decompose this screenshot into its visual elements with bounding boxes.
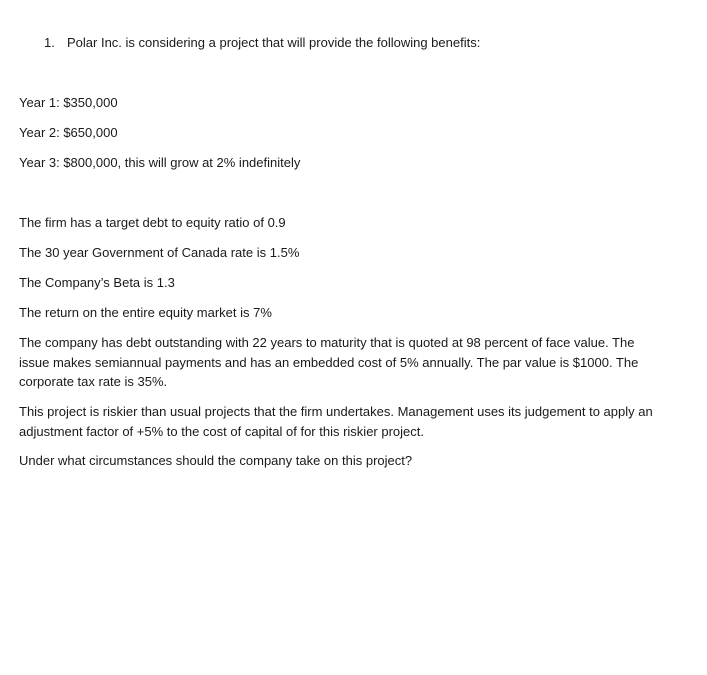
- benefit-year-3: Year 3: $800,000, this will grow at 2% indefinitely: [19, 155, 301, 170]
- fact-market-return: The return on the entire equity market is 7%: [19, 305, 272, 320]
- fact-beta: The Company’s Beta is 1.3: [19, 275, 175, 290]
- fact-government-rate: The 30 year Government of Canada rate is 1.5%: [19, 245, 300, 260]
- risk-paragraph: This project is riskier than usual projects that the firm undertakes. Management uses its judgement to apply an adjustment factor of +5% to the cost of capital of for this riskier project.: [19, 404, 653, 439]
- question-number: 1.: [44, 35, 55, 50]
- debt-paragraph: The company has debt outstanding with 22 years to maturity that is quoted at 98 percent of face value. The issue makes semiannual payments and has an embedded cost of 5% annually. The par value is $1000. The corporate tax rate is 35%.: [19, 335, 639, 389]
- fact-debt-equity-ratio: The firm has a target debt to equity ratio of 0.9: [19, 215, 286, 230]
- benefit-year-1: Year 1: $350,000: [19, 95, 118, 110]
- benefit-year-2: Year 2: $650,000: [19, 125, 118, 140]
- question-intro: Polar Inc. is considering a project that will provide the following benefits:: [67, 35, 481, 50]
- question-paragraph: Under what circumstances should the company take on this project?: [19, 453, 413, 468]
